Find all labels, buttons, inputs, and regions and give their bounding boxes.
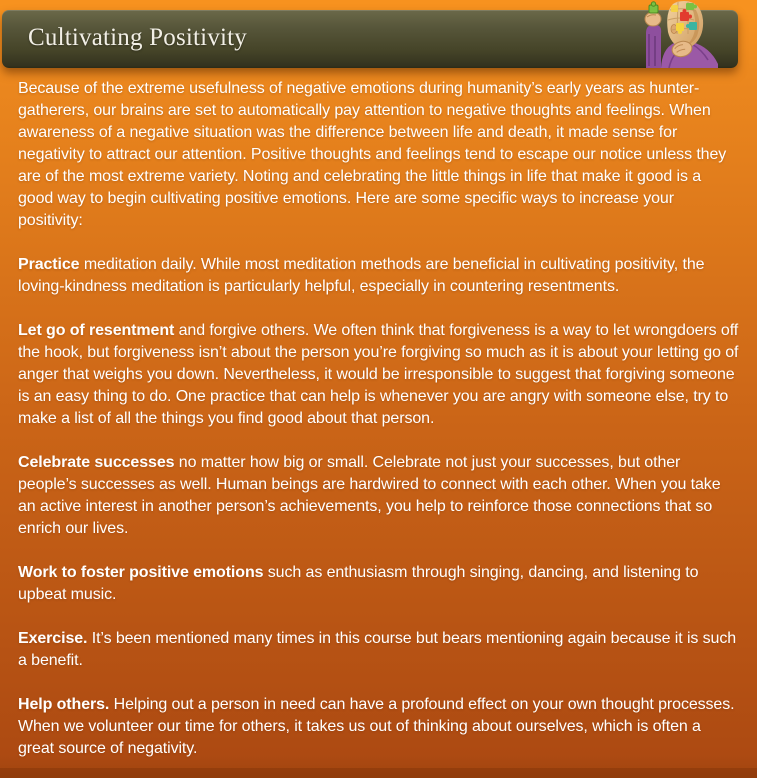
- tip-lead: Practice: [18, 256, 80, 273]
- tip-text: meditation daily. While most meditation methods are beneficial in cultivating positivity, the loving-kindness meditation is particularly helpful, especially in countering resentments.: [18, 256, 705, 295]
- tip-paragraph-exercise: [18, 628, 740, 672]
- lesson-body: [18, 78, 740, 778]
- tip-text: no matter how big or small. Celebrate not just your successes, but other people’s successes as well. Human beings are hardwired to connect with each other. When you take an active interest in another person’s achievements, you help to reinforce those connections that so enrich our lives.: [18, 454, 721, 537]
- tip-lead: Celebrate successes: [18, 454, 175, 471]
- tip-lead: Let go of resentment: [18, 322, 175, 339]
- tip-text: Helping out a person in need can have a profound effect on your own thought processes. When we volunteer our time for others, it takes us out of thinking about ourselves, which is often a great source of negativity.: [18, 696, 735, 757]
- tip-text: such as enthusiasm through singing, dancing, and listening to upbeat music.: [18, 564, 699, 603]
- tip-paragraph-help-others: [18, 694, 740, 760]
- tip-lead: Help others.: [18, 696, 110, 713]
- tip-lead: Work to foster positive emotions: [18, 564, 264, 581]
- tip-paragraph-practice: [18, 254, 740, 298]
- tip-text: and forgive others. We often think that forgiveness is a way to let wrongdoers off the hook, but forgiveness isn’t about the person you’re forgiving so much as it is about your letting go of anger that weighs you down. Nevertheless, it would be irresponsible to suggest that forgiving someone is an easy thing to do. One practice that can help is whenever you are angry with someone else, try to make a list of all the things you find good about that person.: [18, 322, 739, 427]
- puzzle-head-thinker-icon: [622, 0, 718, 68]
- tip-paragraph-celebrate-successes: [18, 452, 740, 540]
- tip-lead: Exercise.: [18, 630, 88, 647]
- tip-text: It’s been mentioned many times in this course but bears mentioning again because it is such a benefit.: [18, 630, 737, 669]
- intro-paragraph: Because of the extreme usefulness of negative emotions during humanity’s early years as hunter-gatherers, our brains are set to automatically pay attention to negative thoughts and feelings. When awareness of a negative situation was the difference between life and death, it made sense for negativity to attract our attention. Positive thoughts and feelings tend to escape our notice unless they are of the most extreme variety. Noting and celebrating the little things in life that make it good is a good way to begin cultivating positive emotions. Here are some specific ways to increase your positivity:: [18, 80, 727, 229]
- page-title: Cultivating Positivity: [28, 24, 248, 51]
- tip-paragraph-foster-positive-emotions: [18, 562, 740, 606]
- tip-paragraph-let-go-of-resentment: [18, 320, 740, 430]
